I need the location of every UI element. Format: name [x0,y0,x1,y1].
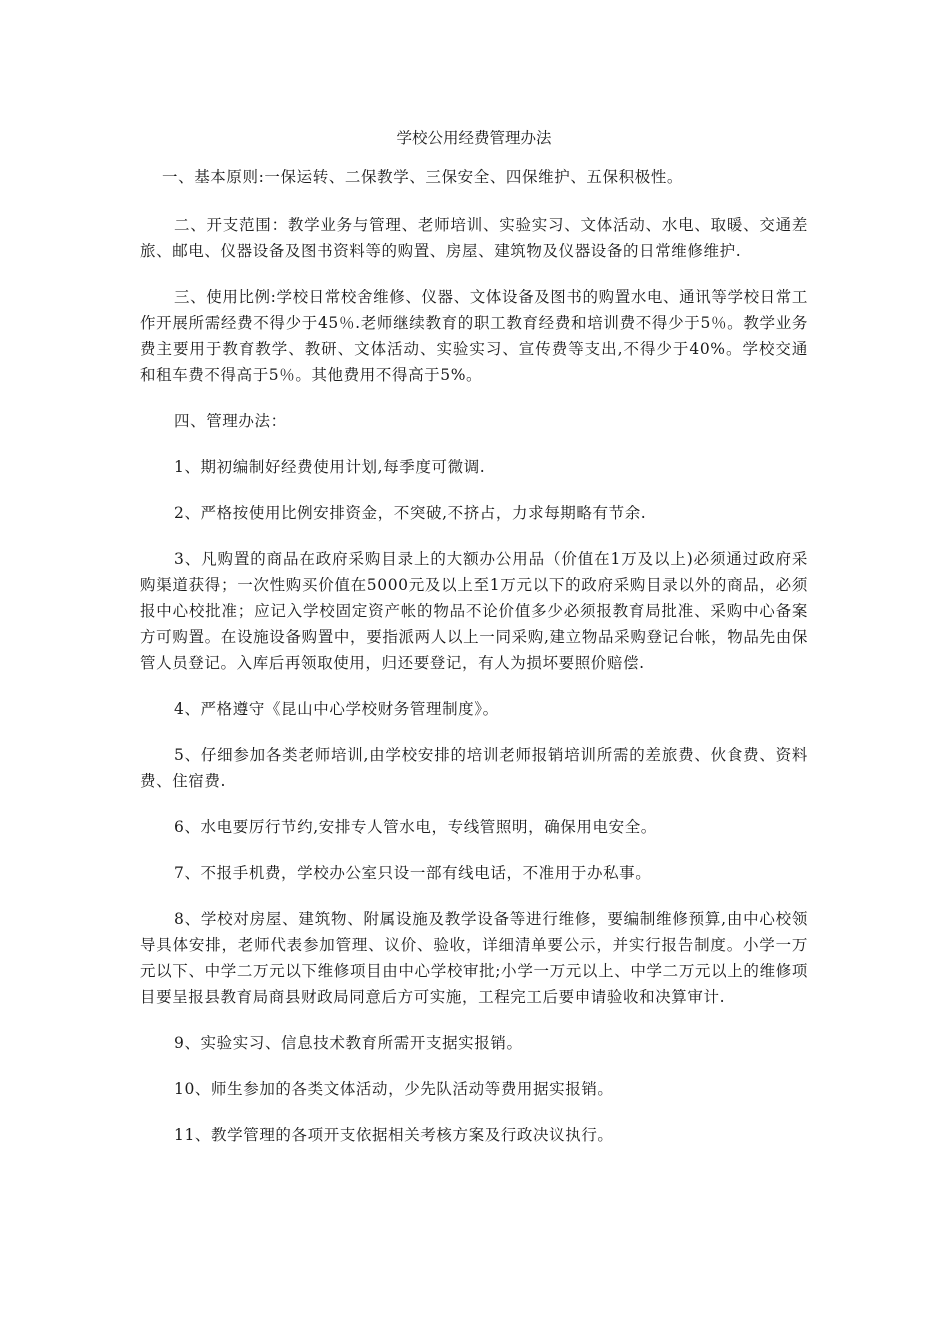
paragraph-item-9: 9、实验实习、信息技术教育所需开支据实报销。 [174,1034,523,1052]
paragraph-item-1: 1、期初编制好经费使用计划,每季度可微调. [174,458,486,476]
paragraph-item-7: 7、不报手机费，学校办公室只设一部有线电话，不准用于办私事。 [174,864,652,882]
paragraph-item-8: 8、学校对房屋、建筑物、附属设施及教学设备等进行维修，要编制维修预算,由中心校领导具体安排，老师代表参加管理、议价、验收，详细清单要公示，并实行报告制度。小学一万元以下、中学二万元以下维修项目由中心学校审批;小学一万元以上、中学二万元以上的维修项目要呈报县教育局商县财政局同意后方可实施，工程完工后要申请验收和决算审计. [140,910,808,1006]
paragraph-expense-scope: 二、开支范围：教学业务与管理、老师培训、实验实习、文体活动、水电、取暖、交通差旅、邮电、仪器设备及图书资料等的购置、房屋、建筑物及仪器设备的日常维修维护. [140,216,808,260]
paragraph-item-11: 11、教学管理的各项开支依据相关考核方案及行政决议执行。 [174,1126,614,1144]
paragraph-usage-ratio: 三、使用比例:学校日常校舍维修、仪器、文体设备及图书的购置水电、通讯等学校日常工作开展所需经费不得少于45％.老师继续教育的职工教育经费和培训费不得少于5％。教学业务费主要用于教育教学、教研、文体活动、实验实习、宣传费等支出,不得少于40%。学校交通和租车费不得高于5％。其他费用不得高于5%。 [140,288,808,384]
paragraph-management-heading: 四、管理办法： [174,412,287,430]
paragraph-basic-principles: 一、基本原则:一保运转、二保教学、三保安全、四保维护、五保积极性。 [162,168,684,186]
paragraph-item-4: 4、严格遵守《昆山中心学校财务管理制度》。 [174,700,499,718]
paragraph-item-3: 3、凡购置的商品在政府采购目录上的大额办公用品（价值在1万及以上)必须通过政府采购渠道获得；一次性购买价值在5000元及以上至1万元以下的政府采购目录以外的商品，必须报中心校批准；应记入学校固定资产帐的物品不论价值多少必须报教育局批准、采购中心备案方可购置。在设施设备购置中，要指派两人以上一同采购,建立物品采购登记台帐，物品先由保管人员登记。入库后再领取使用，归还要登记，有人为损坏要照价赔偿. [140,550,808,672]
paragraph-item-6: 6、水电要厉行节约,安排专人管水电，专线管照明，确保用电安全。 [174,818,657,836]
paragraph-item-10: 10、师生参加的各类文体活动，少先队活动等费用据实报销。 [174,1080,614,1098]
document-page [140,118,808,1168]
paragraph-item-2: 2、严格按使用比例安排资金，不突破,不挤占，力求每期略有节余. [174,504,647,522]
document-title: 学校公用经费管理办法 [396,129,552,147]
paragraph-item-5: 5、仔细参加各类老师培训,由学校安排的培训老师报销培训所需的差旅费、伙食费、资料费、住宿费. [140,746,808,790]
